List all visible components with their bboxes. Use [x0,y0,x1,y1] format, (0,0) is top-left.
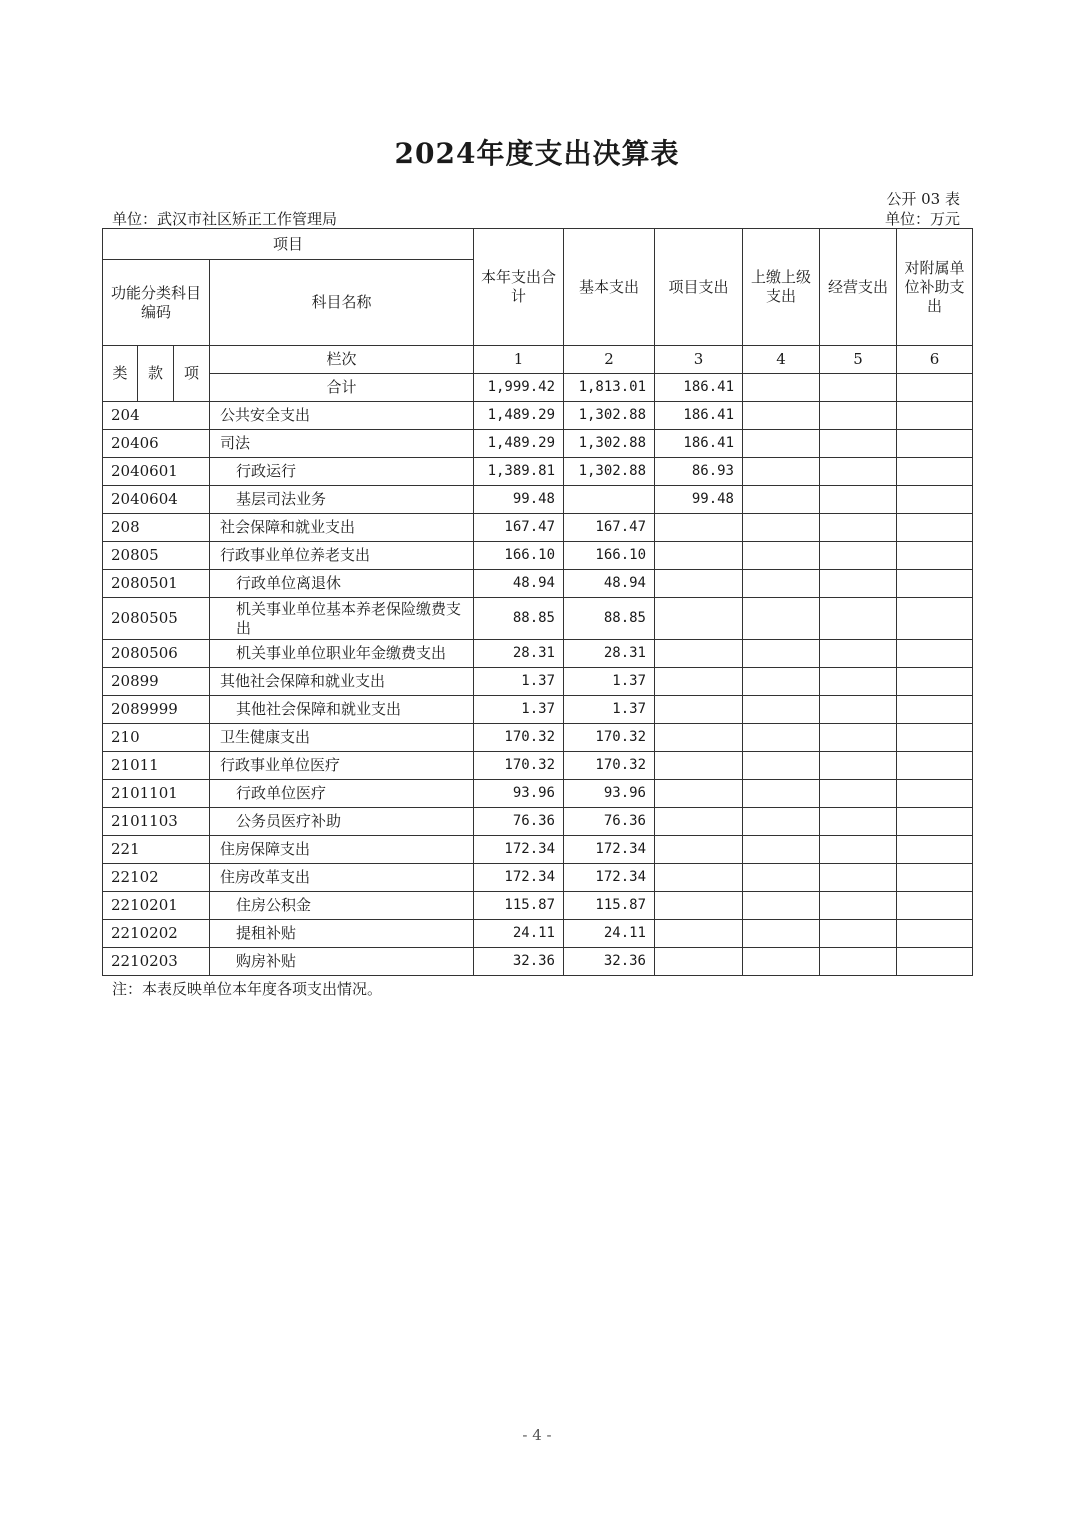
row-total: 166.10 [474,542,564,570]
row-code: 2080506 [103,640,210,668]
row-upper [743,486,820,514]
row-basic: 170.32 [564,752,655,780]
row-total: 1,389.81 [474,458,564,486]
row-subsidy [897,402,973,430]
row-project: 186.41 [655,402,743,430]
row-upper [743,542,820,570]
row-basic: 76.36 [564,808,655,836]
row-name: 机关事业单位职业年金缴费支出 [210,640,474,668]
row-name: 机关事业单位基本养老保险缴费支出 [210,598,474,640]
row-business [820,514,897,542]
row-business [820,668,897,696]
row-subsidy [897,780,973,808]
row-upper [743,892,820,920]
row-total: 172.34 [474,836,564,864]
total-row [103,374,973,402]
table-row [103,542,973,570]
row-upper [743,458,820,486]
row-upper [743,640,820,668]
header-lei: 类 [103,346,138,402]
row-project: 86.93 [655,458,743,486]
row-basic: 167.47 [564,514,655,542]
row-name: 行政运行 [210,458,474,486]
row-total: 1,489.29 [474,402,564,430]
row-business [820,892,897,920]
row-name: 卫生健康支出 [210,724,474,752]
row-code: 22102 [103,864,210,892]
table-row [103,458,973,486]
table-row [103,570,973,598]
row-code: 2210203 [103,948,210,976]
row-code: 2040604 [103,486,210,514]
table-row [103,864,973,892]
row-business [820,696,897,724]
row-project [655,668,743,696]
header-kuan: 款 [138,346,174,402]
row-upper [743,836,820,864]
row-code: 208 [103,514,210,542]
row-upper [743,948,820,976]
row-upper [743,780,820,808]
row-subsidy [897,598,973,640]
header-upper-payment: 上缴上级支出 [743,229,820,346]
row-project [655,892,743,920]
row-upper [743,724,820,752]
row-code: 2210202 [103,920,210,948]
row-upper [743,864,820,892]
row-project [655,948,743,976]
table-row [103,402,973,430]
row-subsidy [897,542,973,570]
row-project: 186.41 [655,430,743,458]
row-upper [743,668,820,696]
row-basic: 1,302.88 [564,430,655,458]
row-total: 170.32 [474,752,564,780]
row-business [820,640,897,668]
row-total: 24.11 [474,920,564,948]
row-subsidy [897,864,973,892]
row-upper [743,570,820,598]
row-code: 21011 [103,752,210,780]
header-basic-expenditure: 基本支出 [564,229,655,346]
row-basic: 1.37 [564,668,655,696]
table-row [103,430,973,458]
row-code: 204 [103,402,210,430]
table-row [103,948,973,976]
row-name: 其他社会保障和就业支出 [210,696,474,724]
column-number: 5 [820,346,897,374]
row-business [820,836,897,864]
column-number: 2 [564,346,655,374]
table-row [103,640,973,668]
row-basic: 1.37 [564,696,655,724]
row-total: 99.48 [474,486,564,514]
row-code: 20899 [103,668,210,696]
row-subsidy [897,486,973,514]
table-row [103,920,973,948]
total-basic: 1,813.01 [564,374,655,402]
row-code: 2210201 [103,892,210,920]
row-project [655,640,743,668]
row-name: 购房补贴 [210,948,474,976]
row-basic: 166.10 [564,542,655,570]
row-business [820,808,897,836]
row-business [820,542,897,570]
row-subsidy [897,696,973,724]
row-name: 住房改革支出 [210,864,474,892]
column-number: 6 [897,346,973,374]
row-name: 社会保障和就业支出 [210,514,474,542]
table-row [103,892,973,920]
header-xiang: 项 [174,346,210,402]
row-name: 行政事业单位养老支出 [210,542,474,570]
row-total: 88.85 [474,598,564,640]
row-project [655,864,743,892]
row-basic: 170.32 [564,724,655,752]
row-upper [743,598,820,640]
row-code: 20406 [103,430,210,458]
row-name: 行政单位医疗 [210,780,474,808]
table-row [103,752,973,780]
row-upper [743,402,820,430]
total-project: 186.41 [655,374,743,402]
row-upper [743,430,820,458]
row-code: 2101101 [103,780,210,808]
row-subsidy [897,430,973,458]
row-business [820,752,897,780]
row-name: 其他社会保障和就业支出 [210,668,474,696]
row-subsidy [897,836,973,864]
row-total: 32.36 [474,948,564,976]
row-basic: 28.31 [564,640,655,668]
row-basic: 93.96 [564,780,655,808]
column-number: 3 [655,346,743,374]
row-basic: 32.36 [564,948,655,976]
row-total: 172.34 [474,864,564,892]
row-project: 99.48 [655,486,743,514]
row-code: 2080501 [103,570,210,598]
row-project [655,780,743,808]
row-subsidy [897,752,973,780]
column-number: 1 [474,346,564,374]
form-number: 公开 03 表 [886,190,960,208]
row-subsidy [897,948,973,976]
row-code: 20805 [103,542,210,570]
row-basic: 115.87 [564,892,655,920]
row-business [820,486,897,514]
row-project [655,808,743,836]
header-total-expenditure: 本年支出合计 [474,229,564,346]
row-upper [743,808,820,836]
row-subsidy [897,920,973,948]
row-basic: 24.11 [564,920,655,948]
row-business [820,402,897,430]
page-title: 2024年度支出决算表 [394,137,680,170]
row-subsidy [897,724,973,752]
table-row [103,808,973,836]
row-name: 公务员医疗补助 [210,808,474,836]
row-subsidy [897,458,973,486]
header-business-expenditure: 经营支出 [820,229,897,346]
row-total: 48.94 [474,570,564,598]
row-subsidy [897,640,973,668]
row-project [655,920,743,948]
table-row [103,598,973,640]
row-project [655,514,743,542]
row-subsidy [897,514,973,542]
row-name: 住房公积金 [210,892,474,920]
row-basic: 1,302.88 [564,402,655,430]
row-project [655,752,743,780]
table-row [103,780,973,808]
row-total: 28.31 [474,640,564,668]
header-code-label: 功能分类科目编码 [103,260,210,346]
row-basic: 172.34 [564,864,655,892]
row-upper [743,514,820,542]
row-total: 1.37 [474,696,564,724]
row-code: 2080505 [103,598,210,640]
row-name: 住房保障支出 [210,836,474,864]
header-lanci: 栏次 [210,346,474,374]
total-label: 合计 [210,374,474,402]
row-total: 1.37 [474,668,564,696]
page-number: - 4 - [522,1426,552,1444]
row-code: 2089999 [103,696,210,724]
row-name: 行政单位离退休 [210,570,474,598]
row-name: 基层司法业务 [210,486,474,514]
row-business [820,864,897,892]
row-business [820,780,897,808]
row-business [820,430,897,458]
table-row [103,668,973,696]
row-project [655,724,743,752]
table-row [103,724,973,752]
total-sum: 1,999.42 [474,374,564,402]
row-name: 公共安全支出 [210,402,474,430]
currency-unit: 单位：万元 [884,210,960,228]
table-row [103,514,973,542]
row-project [655,598,743,640]
table-note: 注：本表反映单位本年度各项支出情况。 [112,980,383,998]
row-total: 115.87 [474,892,564,920]
row-basic: 172.34 [564,836,655,864]
table-row [103,836,973,864]
row-business [820,458,897,486]
row-name: 行政事业单位医疗 [210,752,474,780]
row-total: 93.96 [474,780,564,808]
row-project [655,570,743,598]
row-total: 170.32 [474,724,564,752]
row-subsidy [897,892,973,920]
row-business [820,598,897,640]
row-business [820,920,897,948]
row-upper [743,696,820,724]
row-upper [743,920,820,948]
row-basic: 88.85 [564,598,655,640]
row-project [655,542,743,570]
row-business [820,570,897,598]
header-subsidy-expenditure: 对附属单位补助支出 [897,229,973,346]
row-code: 2040601 [103,458,210,486]
row-business [820,948,897,976]
table-row [103,486,973,514]
row-project [655,836,743,864]
expenditure-table [102,228,973,976]
row-name: 司法 [210,430,474,458]
row-basic [564,486,655,514]
column-number: 4 [743,346,820,374]
table-row [103,696,973,724]
row-total: 1,489.29 [474,430,564,458]
row-subsidy [897,668,973,696]
reporting-unit: 单位：武汉市社区矫正工作管理局 [112,210,338,228]
row-subsidy [897,808,973,836]
row-upper [743,752,820,780]
header-project-expenditure: 项目支出 [655,229,743,346]
row-basic: 48.94 [564,570,655,598]
row-project [655,696,743,724]
header-project: 项目 [103,229,474,260]
header-name-label: 科目名称 [210,260,474,346]
row-basic: 1,302.88 [564,458,655,486]
row-subsidy [897,570,973,598]
row-business [820,724,897,752]
row-code: 221 [103,836,210,864]
row-name: 提租补贴 [210,920,474,948]
row-code: 2101103 [103,808,210,836]
row-code: 210 [103,724,210,752]
row-total: 167.47 [474,514,564,542]
row-total: 76.36 [474,808,564,836]
